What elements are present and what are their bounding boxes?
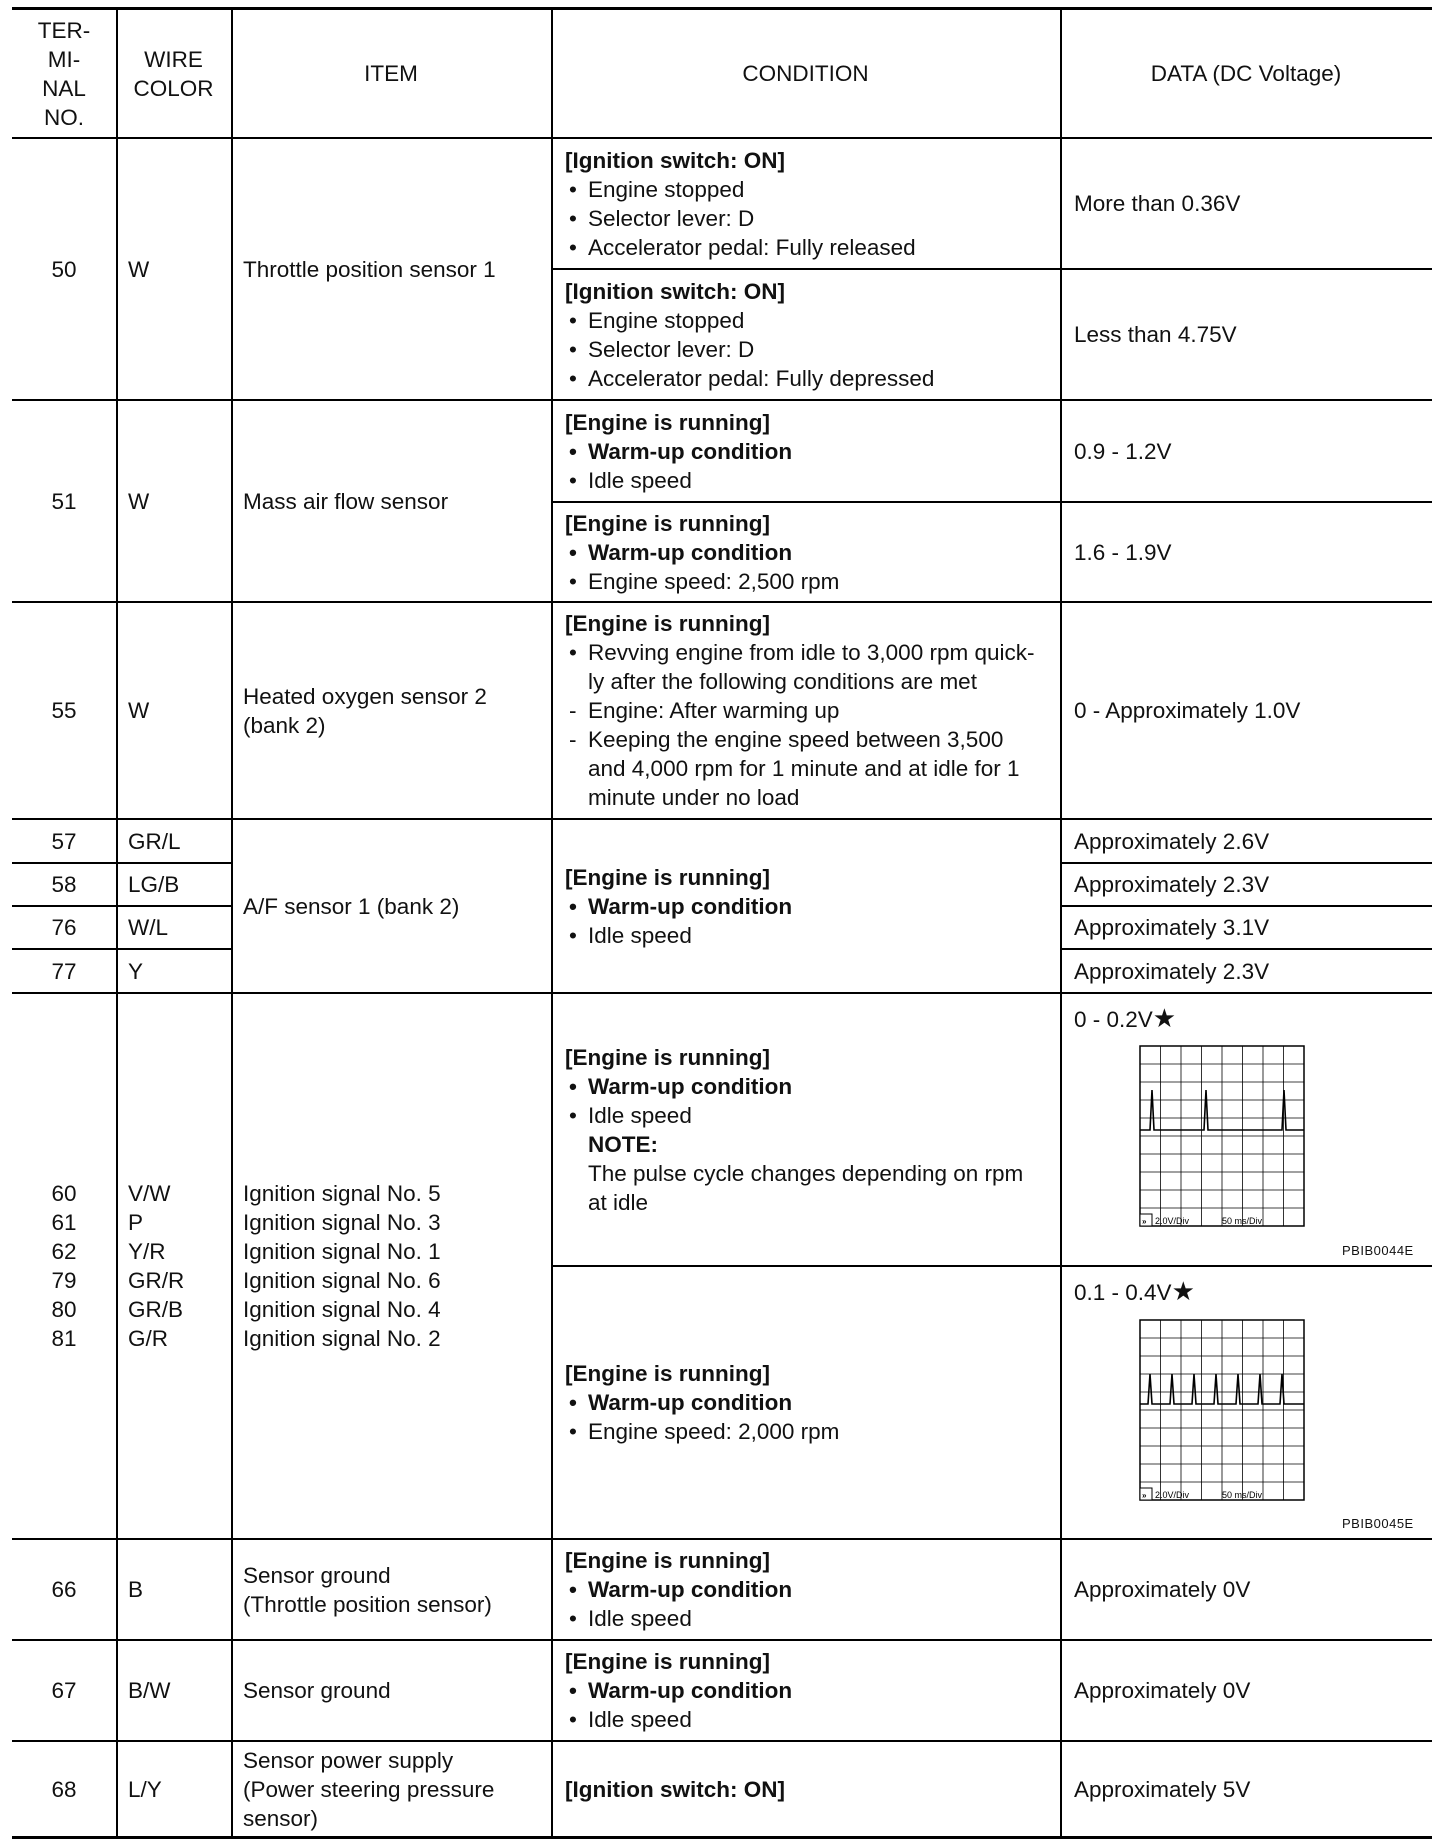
- wire-57: GR/L: [128, 828, 181, 854]
- terminal-58: 58: [51, 872, 77, 897]
- condition-ignition-idle: [Engine is running] • Warm-up condition • Idle speed NOTE: The pulse cycle changes depending on rpm at idle: [565, 1044, 1024, 1215]
- terminal-57: 57: [51, 828, 77, 854]
- table-bottom-rule: [12, 1836, 1432, 1839]
- condition-51-a: [Engine is running] • Warm-up condition • Idle speed: [565, 409, 793, 493]
- terminal-data-table: [12, 0, 1432, 1846]
- data-66: Approximately 0V: [1074, 1577, 1251, 1602]
- svg-text:»: »: [1142, 1217, 1147, 1226]
- condition-67: [Engine is running] • Warm-up condition • Idle speed: [565, 1649, 793, 1732]
- wire-55: W: [128, 698, 150, 723]
- item-51: Mass air flow sensor: [243, 488, 449, 514]
- condition-55: [Engine is running] • Revving engine from idle to 3,000 rpm quick- ly after the following conditions are met - Engine: After warming up - Keeping the engine speed between 3,500 and 4,000 rpm for 1 minute and at idle for 1 minute under no load: [565, 611, 1035, 810]
- scope-time-label: 50 ms/Div: [1222, 1216, 1263, 1226]
- terminal-50: 50: [51, 256, 77, 282]
- wire-67: B/W: [128, 1678, 171, 1703]
- terminal-76: 76: [51, 915, 77, 940]
- item-55: Heated oxygen sensor 2 (bank 2): [243, 683, 487, 738]
- figure-code-a: PBIB0044E: [1342, 1243, 1414, 1258]
- wire-58: LG/B: [128, 872, 180, 897]
- wire-68: L/Y: [128, 1776, 162, 1802]
- terminal-66: 66: [51, 1577, 77, 1602]
- scope-volt-label: 2.0V/Div: [1155, 1216, 1190, 1226]
- star-icon: ★: [1171, 1276, 1195, 1306]
- data-67: Approximately 0V: [1074, 1678, 1251, 1703]
- data-51-b: 1.6 - 1.9V: [1074, 539, 1172, 565]
- condition-ignition-2000: [Engine is running] • Warm-up condition • Engine speed: 2,000 rpm: [565, 1361, 840, 1444]
- figure-code-b: PBIB0045E: [1342, 1516, 1414, 1531]
- header-terminal-no: TER- MI- NAL NO.: [37, 17, 91, 130]
- condition-50-b: [Ignition switch: ON] • Engine stopped • Selector lever: D • Accelerator pedal: Fully depressed: [565, 278, 935, 391]
- data-ignition-idle: 0 - 0.2V★: [1074, 1003, 1177, 1033]
- terminal-ignition: 60 61 62 79 80 81: [51, 1181, 77, 1351]
- data-51-a: 0.9 - 1.2V: [1074, 438, 1172, 464]
- data-55: 0 - Approximately 1.0V: [1074, 698, 1301, 723]
- header-data: DATA (DC Voltage): [1150, 61, 1342, 86]
- item-66: Sensor ground (Throttle position sensor): [243, 1562, 492, 1617]
- header-item: ITEM: [364, 61, 418, 86]
- data-57: Approximately 2.6V: [1074, 828, 1270, 854]
- item-67: Sensor ground: [243, 1678, 391, 1703]
- wire-51: W: [128, 488, 150, 514]
- star-icon: ★: [1152, 1003, 1177, 1033]
- data-50-b: Less than 4.75V: [1074, 322, 1237, 347]
- terminal-68: 68: [51, 1776, 77, 1802]
- data-68: Approximately 5V: [1074, 1776, 1251, 1802]
- item-50: Throttle position sensor 1: [243, 256, 496, 282]
- condition-50-a: [Ignition switch: ON] • Engine stopped • Selector lever: D • Accelerator pedal: Fully released: [565, 147, 916, 260]
- scope-volt-label: 2.0V/Div: [1155, 1490, 1190, 1500]
- scope-time-label: 50 ms/Div: [1222, 1490, 1263, 1500]
- wire-77: Y: [128, 958, 144, 984]
- wire-76: W/L: [128, 915, 169, 940]
- oscilloscope-waveform-idle: [1122, 1044, 1308, 1228]
- item-af-sensor: A/F sensor 1 (bank 2): [243, 893, 460, 919]
- data-ignition-2000: 0.1 - 0.4V★: [1074, 1276, 1195, 1306]
- condition-66: [Engine is running] • Warm-up condition • Idle speed: [565, 1548, 793, 1631]
- data-76: Approximately 3.1V: [1074, 915, 1270, 940]
- terminal-55: 55: [51, 698, 77, 723]
- wire-50: W: [128, 256, 150, 282]
- header-condition: CONDITION: [742, 61, 869, 86]
- data-50-a: More than 0.36V: [1074, 191, 1241, 216]
- wire-ignition: V/W P Y/R GR/R GR/B G/R: [128, 1181, 185, 1351]
- condition-51-b: [Engine is running] • Warm-up condition • Engine speed: 2,500 rpm: [565, 510, 840, 594]
- header-wire-color: WIRE COLOR: [133, 46, 214, 101]
- item-ignition: Ignition signal No. 5 Ignition signal No. 3 Ignition signal No. 1 Ignition signal No. 6 Ignition signal No. 4 Ignition signal No. 2: [243, 1181, 441, 1351]
- data-77: Approximately 2.3V: [1074, 958, 1270, 984]
- condition-af: [Engine is running] • Warm-up condition • Idle speed: [565, 864, 793, 948]
- oscilloscope-waveform-2000: [1122, 1318, 1308, 1502]
- terminal-67: 67: [51, 1678, 77, 1703]
- wire-66: B: [128, 1577, 144, 1602]
- terminal-51: 51: [51, 488, 77, 514]
- svg-text:»: »: [1142, 1491, 1147, 1500]
- data-58: Approximately 2.3V: [1074, 872, 1270, 897]
- terminal-77: 77: [51, 958, 77, 984]
- item-68: Sensor power supply (Power steering pressure sensor): [243, 1747, 495, 1831]
- condition-68: [Ignition switch: ON]: [565, 1776, 785, 1802]
